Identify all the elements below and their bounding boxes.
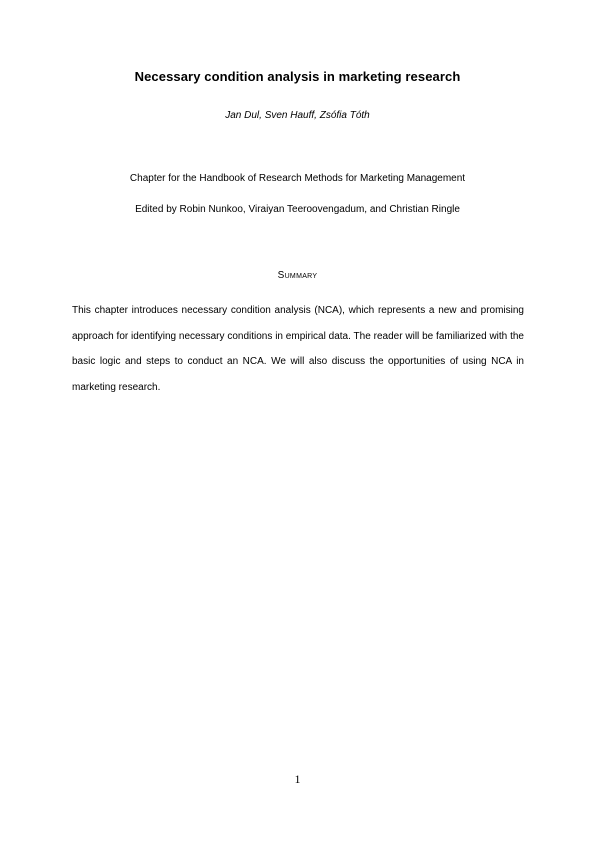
chapter-line: Chapter for the Handbook of Research Methods for Marketing Management	[129, 173, 466, 184]
summary-paragraph: This chapter introduces necessary condition analysis (NCA), which represents a new and promising approach for identifying necessary conditions in empirical data. The reader will be familiarized with the basic logic and steps to conduct an NCA. We will also discuss the opportunities of using NCA in marketing research.	[72, 305, 524, 393]
page-number: 1	[294, 772, 301, 786]
paper-title: Necessary condition analysis in marketing research	[134, 69, 461, 84]
editors-line: Edited by Robin Nunkoo, Viraiyan Teeroovengadum, and Christian Ringle	[135, 204, 460, 215]
authors: Jan Dul, Sven Hauff, Zsófia Tóth	[225, 110, 370, 121]
summary-heading: Summary	[277, 270, 318, 281]
